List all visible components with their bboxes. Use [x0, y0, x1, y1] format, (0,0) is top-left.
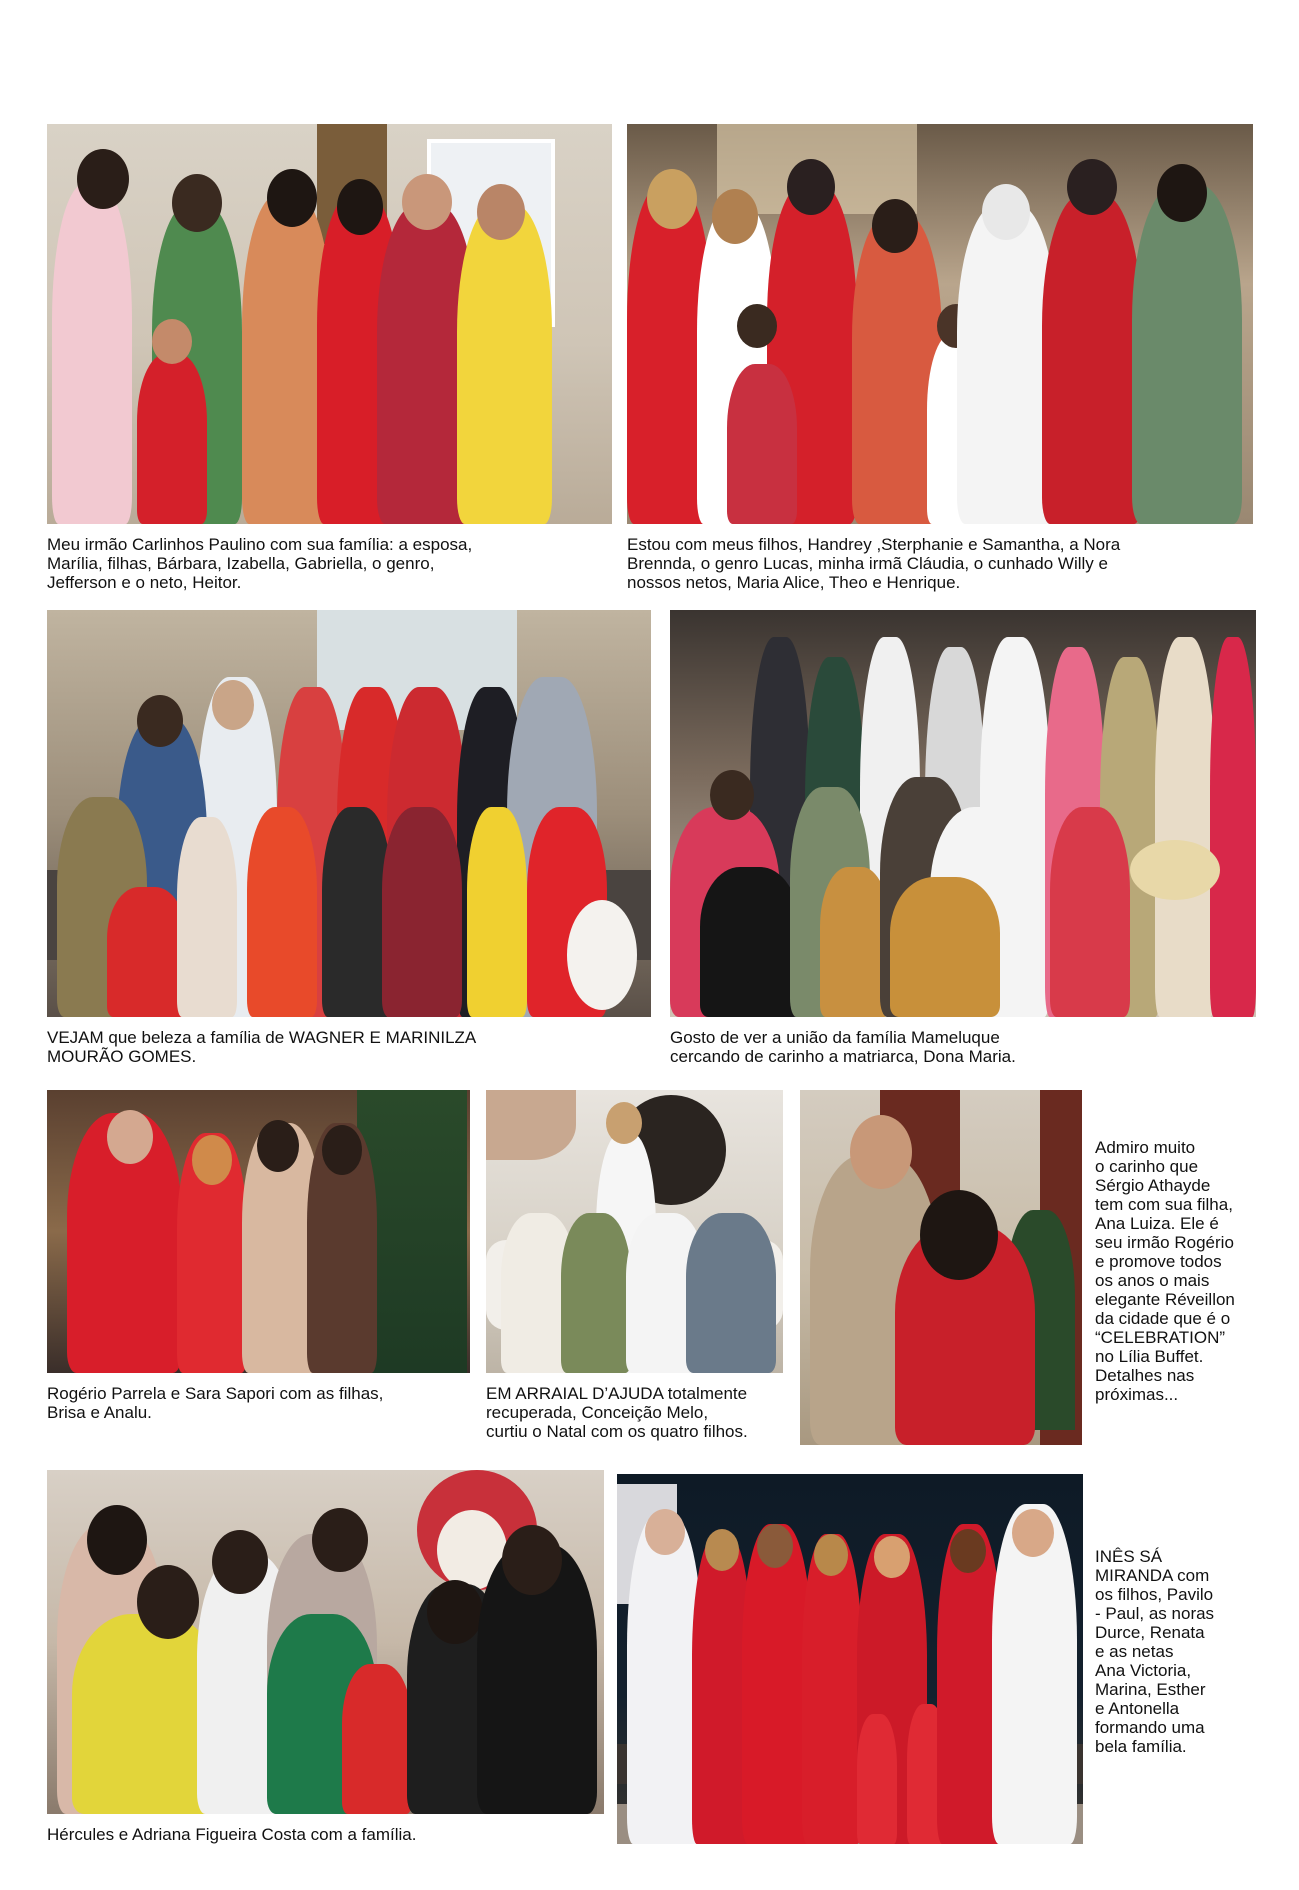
photo-handrey-family [627, 124, 1253, 524]
caption-carlinhos-family: Meu irmão Carlinhos Paulino com sua família: a esposa, Marília, filhas, Bárbara, Izabella, Gabriella, o genro, Jefferson e o neto, Heitor. [47, 535, 473, 592]
caption-hercules-family: Hércules e Adriana Figueira Costa com a família. [47, 1825, 417, 1844]
caption-rogerio-family: Rogério Parrela e Sara Sapori com as filhas, Brisa e Analu. [47, 1384, 384, 1422]
photo-sergio-daughter [800, 1090, 1082, 1445]
photo-carlinhos-family [47, 124, 612, 524]
photo-mameluque-family [670, 610, 1256, 1017]
photo-rogerio-family [47, 1090, 470, 1373]
caption-sergio-daughter: Admiro muito o carinho que Sérgio Athayde tem com sua filha, Ana Luiza. Ele é seu irmão Rogério e promove todos os anos o mais elegante Réveillon da cidade que é o “CELEBRATION” no Lília Buffet. Detalhes nas próximas... [1095, 1138, 1235, 1404]
photo-conceicao-family [486, 1090, 783, 1373]
caption-wagner-family: VEJAM que beleza a família de WAGNER E MARINILZA MOURÃO GOMES. [47, 1028, 477, 1066]
caption-ines-family: INÊS SÁ MIRANDA com os filhos, Pavilo - Paul, as noras Durce, Renata e as netas Ana Victoria, Marina, Esther e Antonella formando uma bela família. [1095, 1547, 1215, 1756]
photo-ines-family [617, 1474, 1083, 1844]
caption-handrey-family: Estou com meus filhos, Handrey ,Sterphanie e Samantha, a Nora Brennda, o genro Lucas, minha irmã Cláudia, o cunhado Willy e nossos netos, Maria Alice, Theo e Henrique. [627, 535, 1121, 592]
photo-hercules-family [47, 1470, 604, 1814]
caption-mameluque-family: Gosto de ver a união da família Mameluque cercando de carinho a matriarca, Dona Maria. [670, 1028, 1016, 1066]
caption-conceicao-family: EM ARRAIAL D’AJUDA totalmente recuperada, Conceição Melo, curtiu o Natal com os quatro filhos. [486, 1384, 748, 1441]
photo-wagner-family [47, 610, 651, 1017]
